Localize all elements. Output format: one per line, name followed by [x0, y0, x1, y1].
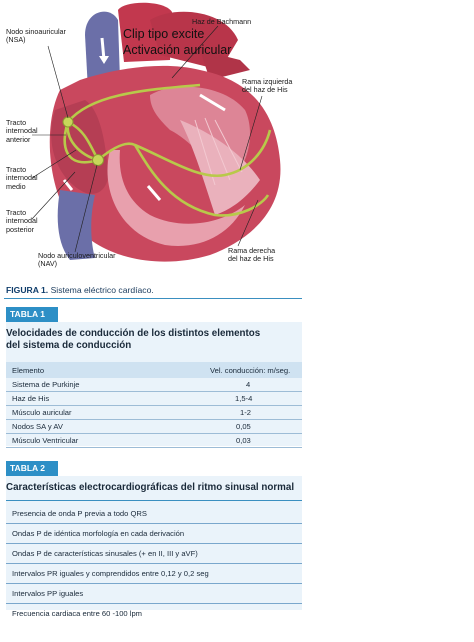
label-rama-izquierda: Rama izquierda del haz de His	[242, 77, 293, 95]
label-nav: Nodo auriculoventricular (NAV)	[38, 251, 116, 269]
list-item	[6, 583, 302, 604]
cell-elemento: Sistema de Purkinje	[12, 380, 80, 389]
cell-elemento: Músculo Ventricular	[12, 436, 79, 445]
list-item	[6, 523, 302, 544]
cell-velocidad: 0,03	[236, 436, 251, 445]
cell-elemento: Haz de His	[12, 394, 50, 403]
label-tracto-medio: Tracto internodal medio	[6, 165, 38, 191]
label-bachmann: Haz de Bachmann	[192, 17, 252, 26]
tabla1-header-velocidad: Vel. conducción: m/seg.	[210, 366, 291, 375]
list-item-text: Presencia de onda P previa a todo QRS	[12, 509, 147, 518]
overlay-activation-text: Activación auricular	[123, 43, 232, 57]
cell-velocidad: 4	[246, 380, 251, 389]
tabla2-title: Características electrocardiográficas del ritmo sinusal normal	[6, 482, 295, 493]
tabla1-header-elemento: Elemento	[12, 366, 45, 375]
heart-figure	[0, 0, 301, 280]
table-row	[6, 377, 302, 392]
tabla1-header	[6, 362, 302, 378]
list-item	[6, 563, 302, 584]
sa-node	[63, 117, 73, 127]
cell-velocidad: 0,05	[236, 422, 251, 431]
tabla1-title: Velocidades de conducción de los distintos elementos del sistema de conducción	[6, 328, 261, 351]
cell-elemento: Músculo auricular	[12, 408, 72, 417]
caption-rule	[4, 298, 302, 299]
cell-elemento: Nodos SA y AV	[12, 422, 63, 431]
tabla1-tag: TABLA 1	[6, 307, 58, 322]
list-item-text: Ondas P de idéntica morfología en cada derivación	[12, 529, 185, 538]
list-item-text: Ondas P de características sinusales (+ en II, III y aVF)	[12, 549, 198, 558]
list-item-text: Intervalos PP iguales	[12, 589, 84, 598]
label-tracto-posterior: Tracto internodal posterior	[6, 208, 38, 234]
list-item	[6, 543, 302, 564]
list-item-text: Intervalos PR iguales y comprendidos entre 0,12 y 0,2 seg	[12, 569, 209, 578]
label-nsa: Nodo sinoauricular (NSA)	[6, 27, 66, 45]
av-node	[93, 155, 104, 166]
figure-caption-text: Sistema eléctrico cardíaco.	[48, 285, 154, 295]
table-row	[6, 391, 302, 406]
cell-velocidad: 1,5-4	[235, 394, 253, 403]
tabla2-tag: TABLA 2	[6, 461, 58, 476]
label-tracto-anterior: Tracto internodal anterior	[6, 118, 38, 144]
table-row	[6, 419, 302, 434]
figure-caption	[6, 285, 154, 295]
cell-velocidad: 1-2	[240, 408, 251, 417]
label-rama-derecha: Rama derecha del haz de His	[228, 246, 276, 264]
list-item	[6, 503, 302, 524]
overlay-clip-text: Clip tipo excite	[123, 27, 205, 41]
list-item-text: Frecuencia cardiaca entre 60 -100 lpm	[12, 609, 143, 618]
figure-caption-number: FIGURA 1.	[6, 285, 49, 295]
tabla2-title-rule	[6, 500, 302, 501]
table-row	[6, 405, 302, 420]
list-item	[6, 603, 302, 623]
table-row	[6, 433, 302, 448]
inferior-vena-cava-shape	[58, 190, 95, 260]
